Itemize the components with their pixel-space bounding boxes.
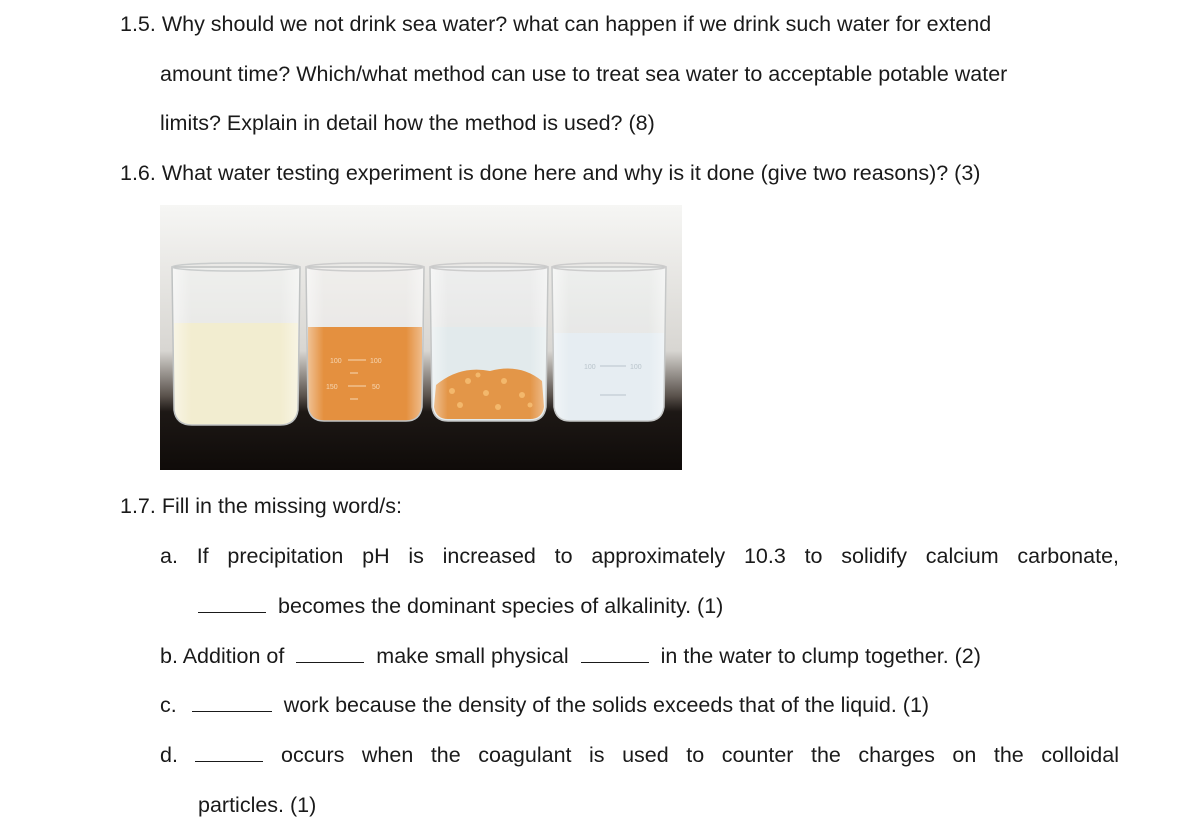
blank-c[interactable] [192,693,272,712]
q17-c-suffix: work because the density of the solids exceeds that of the liquid. (1) [283,693,930,717]
blank-d[interactable] [195,743,263,762]
q17-c-line [160,692,929,718]
q17-heading: 1.7. Fill in the missing word/s: [120,494,402,518]
q17-b-mid: make small physical [376,644,569,668]
beaker-2 [306,263,424,421]
q15-line3: limits? Explain in detail how the method is used? (8) [160,111,655,135]
q16-question: 1.6. What water testing experiment is done here and why is it done (give two reasons)? (3) [120,161,981,185]
q17-a-text2: becomes the dominant species of alkalinity. (1) [277,594,724,618]
svg-text:50: 50 [372,384,380,391]
blank-b1[interactable] [296,644,364,663]
svg-text:100: 100 [584,364,596,371]
q17-b-suffix: in the water to clump together. (2) [660,644,981,668]
q17-d-suffix: occurs when the coagulant is used to counter the charges on the colloidal [281,743,1119,767]
blank-b2[interactable] [581,644,649,663]
q17-a-line2 [198,593,723,619]
beakers-photo [160,205,682,470]
svg-text:100: 100 [630,364,642,371]
svg-text:100: 100 [330,358,342,365]
q15-line1: 1.5. Why should we not drink sea water? what can happen if we drink such water for extend [120,12,992,36]
q17-a-text: a. If precipitation pH is increased to approximately 10.3 to solidify calcium carbonate, [160,544,1119,568]
beaker-1 [172,263,300,425]
svg-text:150: 150 [326,384,338,391]
q17-a-line1 [160,543,1119,569]
q17-c-prefix: c. [160,693,177,717]
blank-a[interactable] [198,594,266,613]
svg-text:100: 100 [370,358,382,365]
q17-b-line [160,643,981,669]
q17-b-prefix: b. Addition of [160,644,285,668]
q17-d-line [160,742,1119,768]
q17-d-prefix: d. [160,743,178,767]
beaker-4 [552,263,666,421]
q17-d-line2: particles. (1) [198,793,317,817]
beaker-3 [430,263,548,421]
q15-line2: amount time? Which/what method can use to treat sea water to acceptable potable water [160,62,1008,86]
